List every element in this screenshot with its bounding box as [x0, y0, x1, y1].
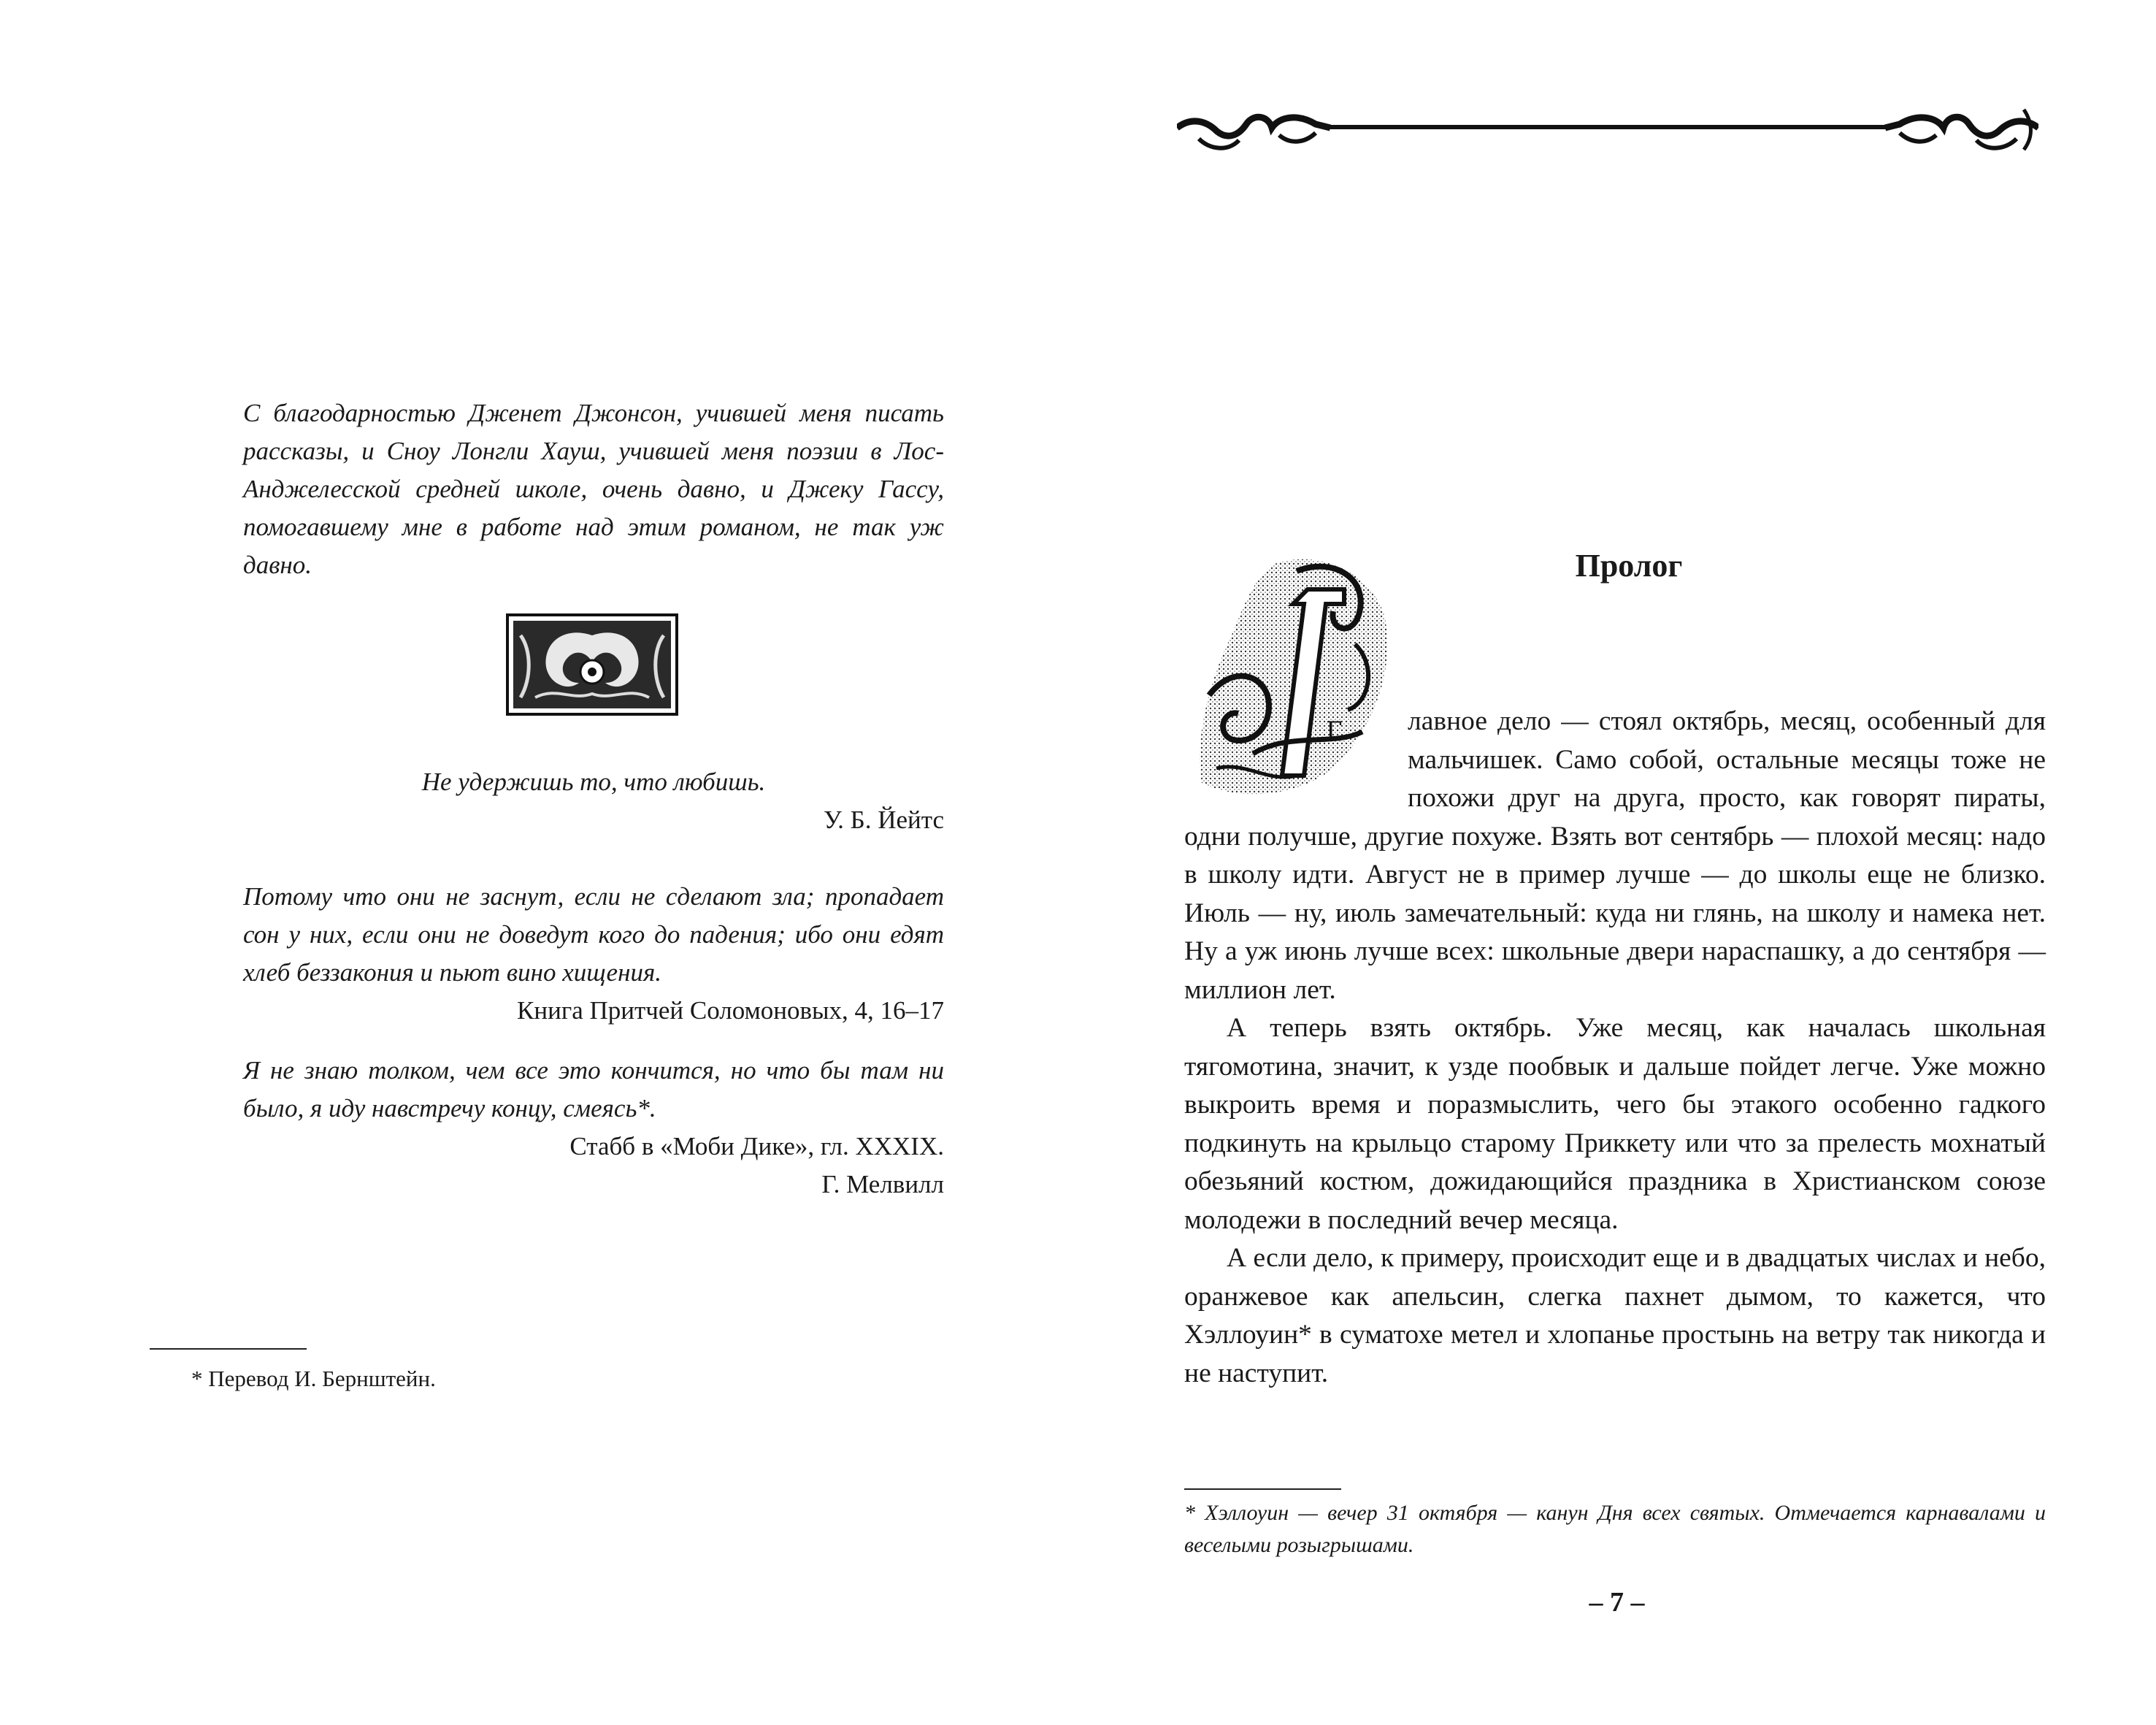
body-text	[1184, 703, 2046, 1393]
epigraph-attribution: Стабб в «Моби Дике», гл. XXXIX.	[569, 1132, 944, 1160]
chapter-title: Пролог	[1575, 548, 1683, 584]
footnote: * Перевод И. Бернштейн.	[191, 1366, 436, 1391]
paragraph: лавное дело — стоял октябрь, месяц, особенный для мальчишек. Само собой, остальные месяцы тоже не похожи друг на друга, просто, как говорят пираты, одни получше, другие похуже. Взять вот сентябрь — плохой месяц: надо в школу идти. Август не в пример лучше — до школы еще не близко. Июль — ну, июль замечательный: куда ни глянь, на школу и намека нет. Ну а уж июнь лучше всех: школьные двери нараспашку, а до сентября — миллион лет.	[1184, 706, 2046, 1005]
paragraph: А теперь взять октябрь. Уже месяц, как началась школьная тягомотина, значит, к узде пообвык и дальше пойдет легче. Уже можно выкроить время и поразмыслить, чего бы этакого особенно гадкого подкинуть на крыльцо старому Приккету или что за прелесть мохнатый обезьяний костюм, дожидающийся праздника в Христианском союзе молодежи в последний вечер месяца.	[1184, 1013, 2046, 1235]
header-ornament	[1177, 95, 2038, 161]
footnote: * Хэллоуин — вечер 31 октября — канун Дня всех святых. Отмечается карнавалами и веселыми розыгрышами.	[1184, 1501, 2046, 1557]
epigraph-quote: Я не знаю толком, чем все это кончится, но что бы там ни было, я иду навстречу концу, смеясь*.	[243, 1056, 944, 1122]
svg-text:Г: Г	[1326, 716, 1343, 746]
page-number: – 7 –	[1589, 1587, 1645, 1618]
footnote-rule	[150, 1348, 307, 1350]
dedication: С благодарностью Дженет Джонсон, учившей меня писать рассказы, и Сноу Лонгли Хауш, учившей меня поэзии в Лос-Анджелесской средней школе, очень давно, и Джеку Гассу, помогавшему мне в работе над этим романом, не так уж давно.	[243, 399, 944, 579]
epigraph-3	[243, 1052, 944, 1204]
epigraph-attribution: Книга Притчей Соломоновых, 4, 16–17	[517, 996, 944, 1025]
ornamental-vignette	[506, 613, 678, 716]
epigraph-1	[243, 763, 944, 839]
epigraph-attribution: У. Б. Йейтс	[824, 806, 944, 834]
epigraph-quote: Потому что они не заснут, если не сделают зла; пропадает сон у них, если они не доведут кого до падения; ибо они едят хлеб беззакония и пьют вино хищения.	[243, 882, 944, 987]
epigraph-2	[243, 878, 944, 1030]
right-page	[1078, 0, 2156, 1725]
footnote-rule	[1184, 1488, 1341, 1490]
epigraph-quote: Не удержишь то, что любишь.	[421, 768, 766, 796]
paragraph: А если дело, к примеру, происходит еще и в двадцатых числах и небо, оранжевое как апельсин, слегка пахнет дымом, то кажется, что Хэллоуин* в суматохе метел и хлопанье простынь на ветру так никогда и не наступит.	[1184, 1243, 2046, 1388]
epigraph-author: Г. Мелвилл	[821, 1170, 944, 1198]
